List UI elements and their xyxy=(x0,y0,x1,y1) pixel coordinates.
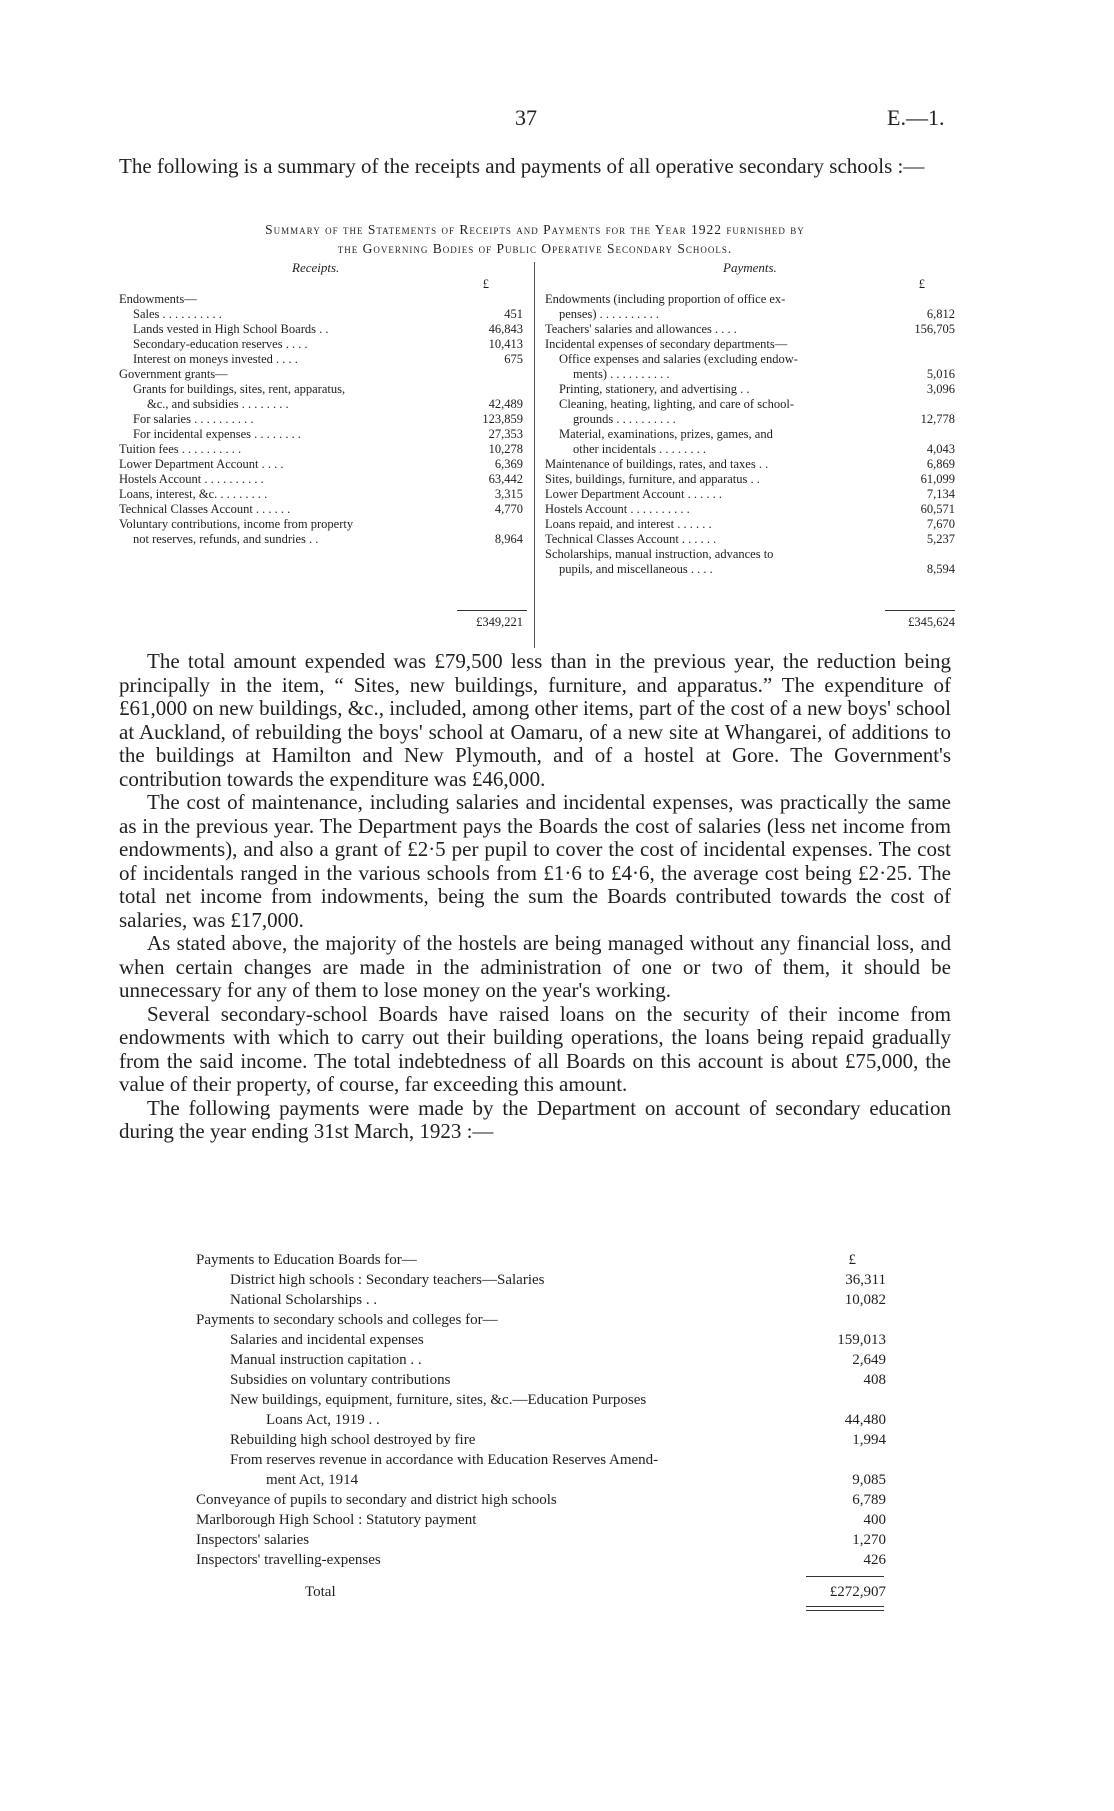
receipts-table xyxy=(119,277,529,637)
paragraph: Several secondary-school Boards have raised loans on the security of their income from endowments with which to carry out their building operations, the loans being repaid gradually from the said income. The total indebtedness of all Boards on this account is about £75,000, the value of their property, of course, far exceeding this amount. xyxy=(119,1001,951,1096)
payment-line: Cleaning, heating, lighting, and care of school- xyxy=(559,397,795,411)
dept-amount: 2,649 xyxy=(852,1352,886,1368)
dept-line: Salaries and incidental expenses xyxy=(230,1332,424,1348)
payments-total: £345,624 xyxy=(908,615,955,629)
dept-amount: 1,994 xyxy=(852,1432,886,1448)
payment-amount: 156,705 xyxy=(914,322,955,336)
dept-line: Conveyance of pupils to secondary and district high schools xyxy=(196,1492,557,1508)
dept-currency: £ xyxy=(848,1252,856,1268)
dept-amount: 10,082 xyxy=(844,1292,886,1308)
payment-amount: 6,812 xyxy=(926,307,955,321)
dept-line: ment Act, 1914 xyxy=(266,1472,359,1488)
dept-line: Payments to secondary schools and colleges for— xyxy=(196,1312,498,1328)
receipts-total: £349,221 xyxy=(476,615,523,629)
payment-amount: 5,016 xyxy=(926,367,955,381)
dept-line: From reserves revenue in accordance with Education Reserves Amend- xyxy=(230,1452,659,1468)
dept-line: Inspectors' travelling-expenses xyxy=(196,1552,381,1568)
receipt-line: For incidental expenses . . . . . . . . xyxy=(133,427,302,441)
dept-line: New buildings, equipment, furniture, sites, &c.—Education Purposes xyxy=(230,1392,647,1408)
paragraph: The total amount expended was £79,500 less than in the previous year, the reduction being principally in the item, “ Sites, new buildings, furniture, and apparatus.” The expenditure of £61,000 on new buildings, &c., included, among other items, part of the cost of a new boys' school at Auckland, of rebuilding the boys' school at Oamaru, of a new site at Whangarei, of additions to the buildings at Hamilton and New Plymouth, and of a hostel at Gore. The Government's contribution towards the expenditure was £46,000. xyxy=(119,649,951,791)
receipts-heading: Receipts. xyxy=(292,260,340,275)
receipt-amount: 10,413 xyxy=(488,337,523,351)
dept-amount: 36,311 xyxy=(845,1272,886,1288)
payment-amount: 4,043 xyxy=(926,442,955,456)
receipt-amount: 46,843 xyxy=(488,322,523,336)
payment-line: Material, examinations, prizes, games, and xyxy=(559,427,773,441)
payment-amount: 7,670 xyxy=(926,517,955,531)
receipt-line: Hostels Account . . . . . . . . . . xyxy=(119,472,264,486)
receipt-line: Voluntary contributions, income from property xyxy=(119,517,354,531)
receipt-amount: 27,353 xyxy=(488,427,523,441)
receipt-line: Secondary-education reserves . . . . xyxy=(133,337,308,351)
intro-text: The following is a summary of the receipts and payments of all operative secondary schools :— xyxy=(119,154,925,178)
dept-amount: 159,013 xyxy=(837,1332,886,1348)
payments-heading: Payments. xyxy=(723,260,777,275)
dept-line: Loans Act, 1919 . . xyxy=(266,1412,380,1428)
summary-title-line-1: Summary of the Statements of Receipts and Payments for the Year 1922 furnished by xyxy=(265,222,805,237)
dept-amount: 400 xyxy=(863,1512,886,1528)
dept-amount: 6,789 xyxy=(852,1492,886,1508)
payment-line: Maintenance of buildings, rates, and taxes . . xyxy=(545,457,769,471)
receipt-line: Grants for buildings, sites, rent, apparatus, xyxy=(133,382,346,396)
column-divider xyxy=(534,262,535,648)
receipt-amount: 123,859 xyxy=(482,412,523,426)
dept-line: Payments to Education Boards for— xyxy=(196,1252,417,1268)
payment-amount: 12,778 xyxy=(920,412,955,426)
payment-line: ments) . . . . . . . . . . xyxy=(573,367,670,381)
receipt-line: Sales . . . . . . . . . . xyxy=(133,307,222,321)
payment-line: Endowments (including proportion of office ex- xyxy=(545,292,786,306)
receipt-line: &c., and subsidies . . . . . . . . xyxy=(147,397,289,411)
dept-amount: 426 xyxy=(863,1552,886,1568)
receipt-amount: 4,770 xyxy=(494,502,523,516)
payment-line: Lower Department Account . . . . . . xyxy=(545,487,723,501)
payments-rule xyxy=(885,610,955,611)
payment-line: Printing, stationery, and advertising . . xyxy=(559,382,750,396)
payment-line: grounds . . . . . . . . . . xyxy=(573,412,676,426)
dept-line: Marlborough High School : Statutory payment xyxy=(196,1512,477,1528)
page-number: 37 xyxy=(515,105,537,130)
dept-total-double-rule xyxy=(806,1606,884,1611)
payment-line: penses) . . . . . . . . . . xyxy=(559,307,659,321)
receipt-line: Tuition fees . . . . . . . . . . xyxy=(119,442,242,456)
summary-title xyxy=(119,220,951,258)
payment-amount: 3,096 xyxy=(926,382,955,396)
paragraph: The cost of maintenance, including salaries and incidental expenses, was practically the same as in the previous year. The Department pays the Boards the cost of salaries (less net income from endowments), and also a grant of £2·5 per pupil to cover the cost of incidental expenses. The cost of incidentals ranged in the various schools from £1·6 to £4·6, the average cost being £2·25. The total net income from indowments, being the sum the Boards contributed towards the cost of salaries, was £17,000. xyxy=(119,790,951,932)
receipt-line: not reserves, refunds, and sundries . . xyxy=(133,532,319,546)
document-reference: E.—1. xyxy=(887,105,945,130)
dept-total-amount: £272,907 xyxy=(829,1584,886,1600)
payment-amount: 60,571 xyxy=(920,502,955,516)
receipt-amount: 451 xyxy=(504,307,523,321)
summary-title-line-2: the Governing Bodies of Public Operative Secondary Schools. xyxy=(337,241,733,256)
receipt-amount: 3,315 xyxy=(494,487,523,501)
payment-amount: 7,134 xyxy=(926,487,955,501)
receipt-line: For salaries . . . . . . . . . . xyxy=(133,412,254,426)
dept-line: District high schools : Secondary teachers—Salaries xyxy=(230,1272,545,1288)
payment-line: Technical Classes Account . . . . . . xyxy=(545,532,717,546)
dept-amount: 9,085 xyxy=(852,1472,886,1488)
payment-line: Office expenses and salaries (excluding endow- xyxy=(559,352,798,366)
payments-currency: £ xyxy=(918,277,925,291)
payment-amount: 5,237 xyxy=(926,532,955,546)
body-text xyxy=(119,650,951,1144)
payment-line: Scholarships, manual instruction, advances to xyxy=(545,547,774,561)
receipts-currency: £ xyxy=(482,277,489,291)
dept-total-rule xyxy=(806,1576,884,1577)
receipt-amount: 8,964 xyxy=(494,532,523,546)
receipt-amount: 6,369 xyxy=(494,457,523,471)
receipt-amount: 675 xyxy=(504,352,523,366)
dept-line: Subsidies on voluntary contributions xyxy=(230,1372,451,1388)
payment-line: Incidental expenses of secondary departments— xyxy=(545,337,788,351)
payment-line: Sites, buildings, furniture, and apparatus . . xyxy=(545,472,760,486)
receipt-line: Endowments— xyxy=(119,292,197,306)
receipt-line: Interest on moneys invested . . . . xyxy=(133,352,298,366)
payment-line: pupils, and miscellaneous . . . . xyxy=(559,562,713,576)
payment-amount: 6,869 xyxy=(926,457,955,471)
dept-line: National Scholarships . . xyxy=(230,1292,378,1308)
dept-line: Rebuilding high school destroyed by fire xyxy=(230,1432,476,1448)
payment-line: Teachers' salaries and allowances . . . . xyxy=(545,322,737,336)
payment-line: Loans repaid, and interest . . . . . . xyxy=(545,517,712,531)
payment-line: Hostels Account . . . . . . . . . . xyxy=(545,502,690,516)
receipt-line: Government grants— xyxy=(119,367,228,381)
dept-payments-table xyxy=(196,1250,886,1590)
dept-amount: 1,270 xyxy=(852,1532,886,1548)
receipt-line: Technical Classes Account . . . . . . xyxy=(119,502,291,516)
dept-line: Inspectors' salaries xyxy=(196,1532,310,1548)
payment-line: other incidentals . . . . . . . . xyxy=(573,442,706,456)
receipt-amount: 42,489 xyxy=(488,397,523,411)
receipt-line: Lower Department Account . . . . xyxy=(119,457,284,471)
paragraph: As stated above, the majority of the hostels are being managed without any financial loss, and when certain changes are made in the administration of one or two of them, it should be unnecessary for any of them to lose money on the year's working. xyxy=(119,931,951,1002)
dept-line: Manual instruction capitation . . xyxy=(230,1352,422,1368)
payments-table xyxy=(545,277,955,637)
receipt-line: Lands vested in High School Boards . . xyxy=(133,322,329,336)
payment-amount: 61,099 xyxy=(920,472,955,486)
dept-total-label: Total xyxy=(305,1584,336,1600)
receipts-rule xyxy=(457,610,527,611)
dept-amount: 408 xyxy=(863,1372,886,1388)
receipt-amount: 63,442 xyxy=(488,472,523,486)
paragraph: The following payments were made by the Department on account of secondary education during the year ending 31st March, 1923 :— xyxy=(119,1095,951,1143)
receipt-line: Loans, interest, &c. . . . . . . . . xyxy=(119,487,268,501)
dept-amount: 44,480 xyxy=(844,1412,886,1428)
receipt-amount: 10,278 xyxy=(488,442,523,456)
payment-amount: 8,594 xyxy=(926,562,955,576)
